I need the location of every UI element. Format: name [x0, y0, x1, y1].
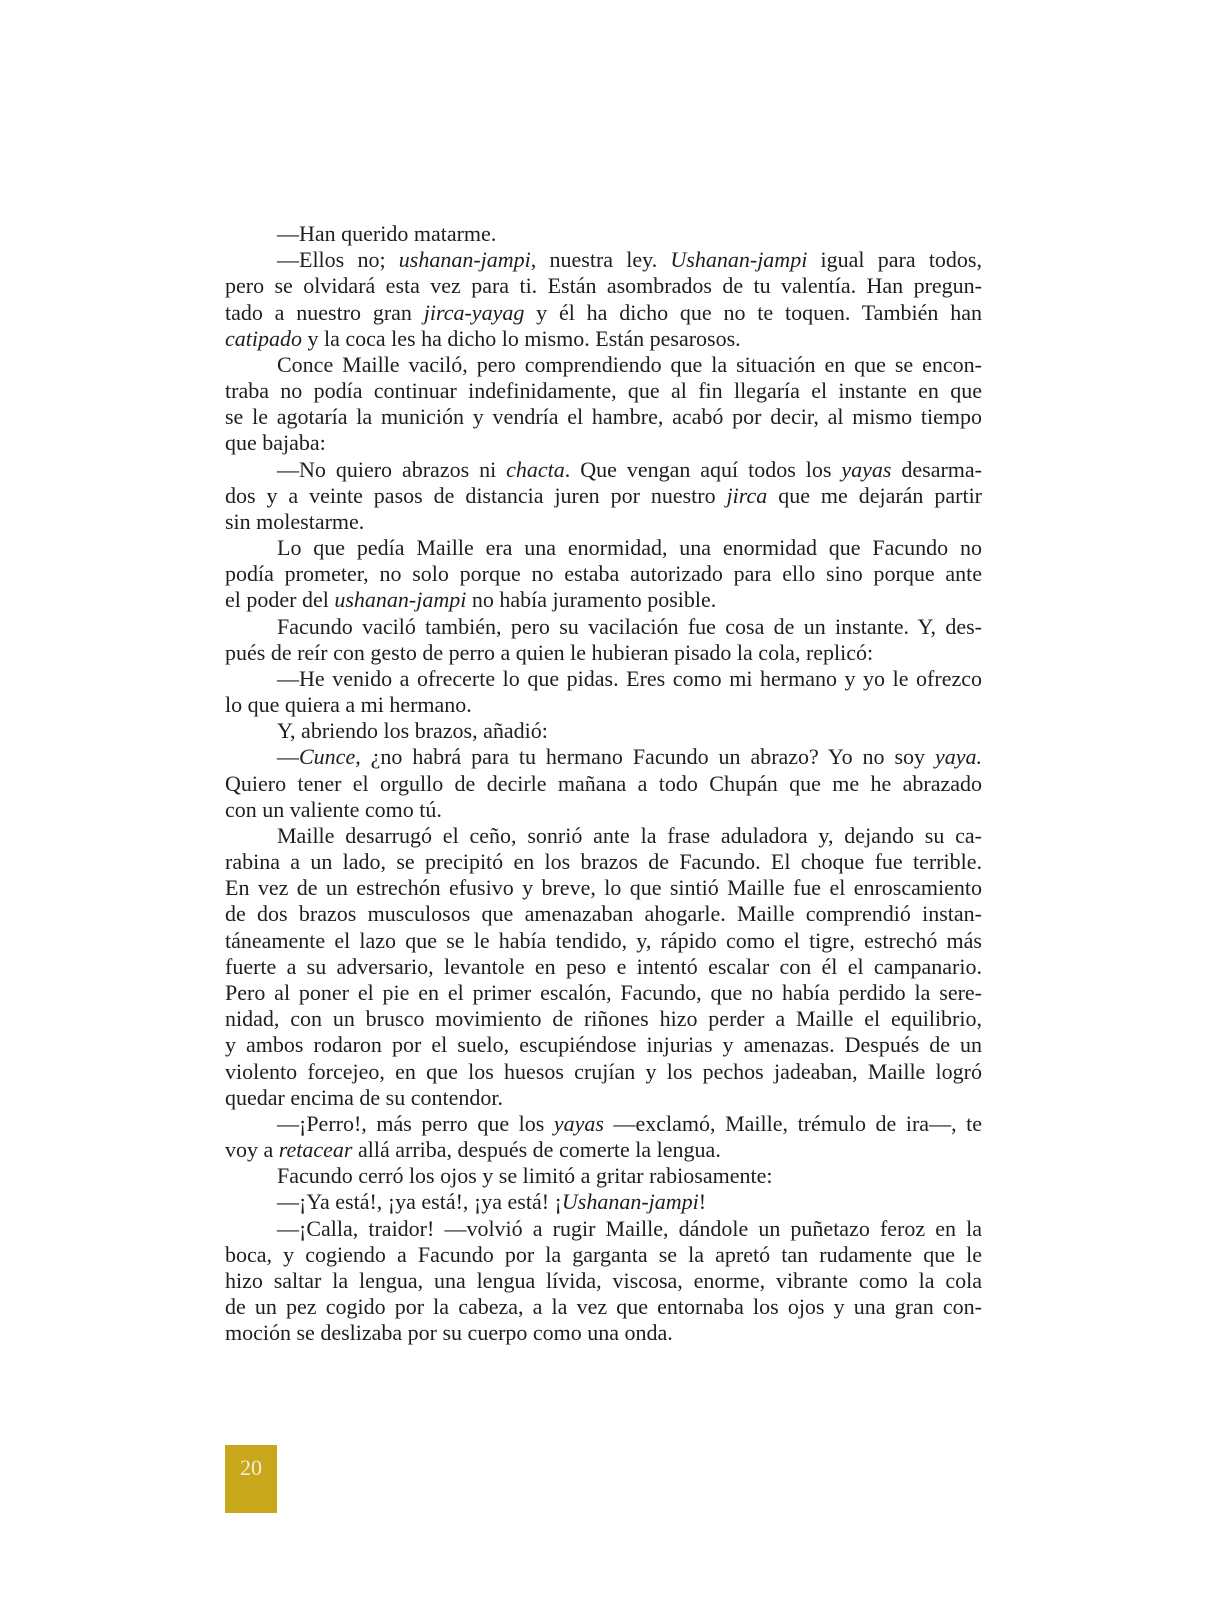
- text-run: el poder del: [225, 587, 335, 613]
- text-line: [225, 718, 982, 744]
- text-line: [225, 1163, 982, 1189]
- text-run: fuerte a su adversario, levantole en peso e intentó escalar con él el campanario.: [225, 953, 982, 979]
- text-run: Lo que pedía Maille era una enormidad, una enormidad que Facundo no: [277, 535, 982, 561]
- paragraph: [225, 666, 982, 718]
- text-run: , ¿no habrá para tu hermano Facundo un abrazo? Yo no soy: [355, 744, 935, 770]
- paragraph: [225, 1163, 982, 1189]
- text-run: moción se deslizaba por su cuerpo como una onda.: [225, 1320, 673, 1346]
- text-run: —¡Ya está!, ¡ya está!, ¡ya está! ¡: [277, 1189, 562, 1215]
- text-line: [225, 1085, 982, 1111]
- text-line: [225, 797, 982, 823]
- italic-term: ushanan-jampi: [398, 247, 531, 273]
- text-line: [225, 875, 982, 901]
- italic-term: Ushanan-jampi: [670, 247, 808, 273]
- italic-term: Ushanan-jampi: [561, 1189, 699, 1215]
- text-line: [225, 1137, 982, 1163]
- paragraph: [225, 744, 982, 823]
- text-line: [225, 457, 982, 483]
- text-line: [225, 1006, 982, 1032]
- paragraph: [225, 823, 982, 1111]
- text-run: Pero al poner el pie en el primer escalón, Facundo, que no había perdido la sere-: [225, 979, 982, 1005]
- text-line: [225, 771, 982, 797]
- text-run: . Que vengan aquí todos los: [564, 456, 842, 482]
- text-line: [225, 300, 982, 326]
- text-body: [225, 221, 982, 1346]
- text-run: Facundo cerró los ojos y se limitó a gritar rabiosamente:: [277, 1163, 773, 1189]
- text-line: [225, 1032, 982, 1058]
- text-line: [225, 614, 982, 640]
- paragraph: [225, 457, 982, 536]
- paragraph: [225, 221, 982, 247]
- text-line: [225, 430, 982, 456]
- text-run: no había juramento posible.: [466, 587, 717, 613]
- text-line: [225, 1242, 982, 1268]
- italic-term: yayas: [553, 1110, 604, 1136]
- text-line: [225, 980, 982, 1006]
- text-run: quedar encima de su contendor.: [225, 1084, 503, 1110]
- text-line: [225, 928, 982, 954]
- italic-term: jirca: [726, 482, 768, 508]
- paragraph: [225, 1111, 982, 1163]
- text-run: y ambos rodaron por el suelo, escupiéndose injurias y amenazas. Después de un: [225, 1032, 982, 1058]
- text-run: hizo saltar la lengua, una lengua lívida, viscosa, enorme, vibrante como la cola: [225, 1267, 982, 1293]
- text-run: sin molestarme.: [225, 508, 365, 534]
- paragraph: [225, 718, 982, 744]
- text-run: rabina a un lado, se precipitó en los brazos de Facundo. El choque fue terrible.: [225, 849, 982, 875]
- text-line: [225, 1294, 982, 1320]
- text-run: —exclamó, Maille, trémulo de ira—, te: [603, 1110, 983, 1136]
- text-run: de dos brazos musculosos que amenazaban ahogarle. Maille comprendió instan-: [225, 901, 982, 927]
- text-line: [225, 692, 982, 718]
- text-run: —Ellos no;: [277, 247, 399, 273]
- italic-term: Cunce: [299, 744, 356, 770]
- paragraph: [225, 614, 982, 666]
- text-run: —: [277, 744, 299, 770]
- paragraph: [225, 1189, 982, 1215]
- text-run: y la coca les ha dicho lo mismo. Están pesarosos.: [302, 325, 741, 351]
- text-run: Facundo vaciló también, pero su vacilación fue cosa de un instante. Y, des-: [277, 613, 982, 639]
- text-line: [225, 744, 982, 770]
- text-line: [225, 326, 982, 352]
- text-run: —¡Calla, traidor! —volvió a rugir Maille, dándole un puñetazo feroz en la: [277, 1215, 982, 1241]
- italic-term: chacta: [506, 456, 565, 482]
- text-run: pués de reír con gesto de perro a quien le hubieran pisado la cola, replicó:: [225, 639, 874, 665]
- paragraph: [225, 352, 982, 457]
- text-line: [225, 587, 982, 613]
- text-run: traba no podía continuar indefinidamente, que al fin llegaría el instante en que: [225, 378, 982, 404]
- text-run: táneamente el lazo que se le había tendido, y, rápido como el tigre, estrechó más: [225, 927, 982, 953]
- text-run: de un pez cogido por la cabeza, a la vez que entornaba los ojos y una gran con-: [225, 1294, 982, 1320]
- paragraph: [225, 535, 982, 614]
- text-line: [225, 954, 982, 980]
- text-line: [225, 823, 982, 849]
- text-run: pero se olvidará esta vez para ti. Están asombrados de tu valentía. Han pregun-: [225, 273, 982, 299]
- text-line: [225, 901, 982, 927]
- text-run: que bajaba:: [225, 430, 326, 456]
- text-run: lo que quiera a mi hermano.: [225, 692, 472, 718]
- text-run: —He venido a ofrecerte lo que pidas. Eres como mi hermano y yo le ofrezco: [277, 665, 982, 691]
- text-run: y él ha dicho que no te toquen. También han: [524, 299, 983, 325]
- italic-term: ushanan-jampi: [334, 587, 467, 613]
- text-run: desarma-: [891, 456, 982, 482]
- page-number: 20: [240, 1455, 262, 1480]
- italic-term: catipado: [225, 325, 302, 351]
- text-run: podía prometer, no solo porque no estaba autorizado para ello sino porque ante: [225, 561, 982, 587]
- text-line: [225, 483, 982, 509]
- text-run: boca, y cogiendo a Facundo por la garganta se la apretó tan rudamente que le: [225, 1241, 982, 1267]
- text-run: Quiero tener el orgullo de decirle mañana a todo Chupán que me he abrazado: [225, 770, 982, 796]
- italic-term: yaya.: [934, 744, 982, 770]
- page-number-box: [225, 1445, 277, 1513]
- text-line: [225, 1216, 982, 1242]
- text-run: !: [698, 1189, 707, 1215]
- text-line: [225, 247, 982, 273]
- text-run: allá arriba, después de comerte la lengua.: [352, 1137, 721, 1163]
- text-run: tado a nuestro gran: [225, 299, 424, 325]
- text-line: [225, 352, 982, 378]
- text-run: Y, abriendo los brazos, añadió:: [277, 718, 548, 744]
- text-line: [225, 535, 982, 561]
- paragraph: [225, 247, 982, 352]
- text-line: [225, 378, 982, 404]
- text-run: dos y a veinte pasos de distancia juren por nuestro: [225, 482, 727, 508]
- text-line: [225, 1059, 982, 1085]
- text-run: se le agotaría la munición y vendría el hambre, acabó por decir, al mismo tiempo: [225, 404, 982, 430]
- text-run: En vez de un estrechón efusivo y breve, lo que sintió Maille fue el enroscamiento: [225, 875, 982, 901]
- text-line: [225, 404, 982, 430]
- text-line: [225, 273, 982, 299]
- text-run: —¡Perro!, más perro que los: [277, 1110, 554, 1136]
- text-run: que me dejarán partir: [767, 482, 983, 508]
- text-line: [225, 509, 982, 535]
- text-run: nidad, con un brusco movimiento de riñones hizo perder a Maille el equilibrio,: [225, 1006, 982, 1032]
- text-line: [225, 561, 982, 587]
- text-run: con un valiente como tú.: [225, 796, 442, 822]
- text-run: Maille desarrugó el ceño, sonrió ante la frase aduladora y, dejando su ca-: [277, 822, 982, 848]
- text-line: [225, 1320, 982, 1346]
- text-line: [225, 666, 982, 692]
- italic-term: jirca-yayag: [423, 299, 525, 325]
- italic-term: retacear: [278, 1137, 353, 1163]
- italic-term: yayas: [841, 456, 892, 482]
- text-run: Conce Maille vaciló, pero comprendiendo que la situación en que se encon-: [277, 351, 982, 377]
- text-line: [225, 1268, 982, 1294]
- text-run: violento forcejeo, en que los huesos crujían y los pechos jadeaban, Maille logró: [225, 1058, 982, 1084]
- text-line: [225, 1111, 982, 1137]
- text-run: —Han querido matarme.: [277, 221, 497, 246]
- text-line: [225, 849, 982, 875]
- text-line: [225, 221, 982, 247]
- text-line: [225, 640, 982, 666]
- text-run: voy a: [225, 1137, 279, 1163]
- text-run: , nuestra ley.: [530, 247, 671, 273]
- text-line: [225, 1189, 982, 1215]
- text-run: —No quiero abrazos ni: [277, 456, 507, 482]
- text-run: igual para todos,: [807, 247, 982, 273]
- paragraph: [225, 1216, 982, 1347]
